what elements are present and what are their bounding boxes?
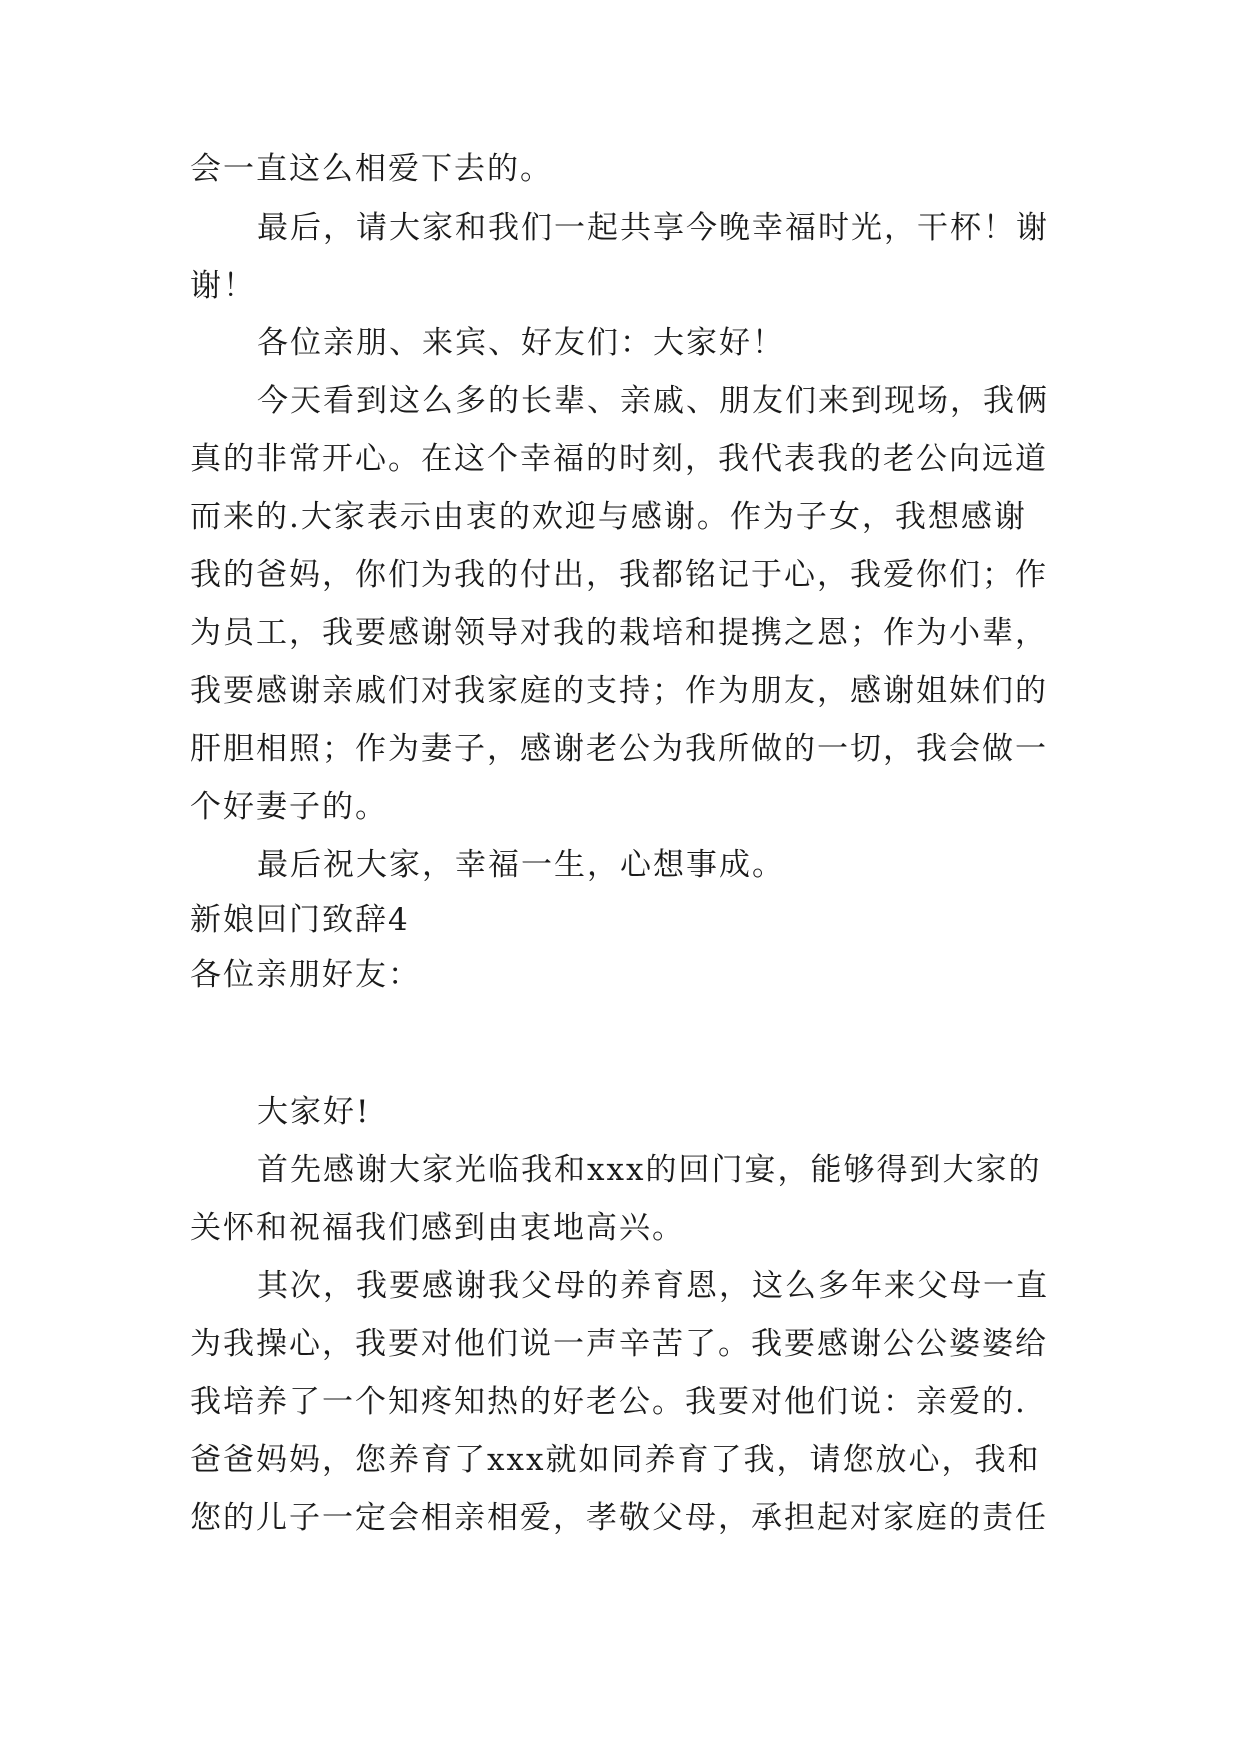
- text-line: 我要感谢亲戚们对我家庭的支持；作为朋友，感谢姐妹们的: [190, 673, 1048, 709]
- text-line: 最后，请大家和我们一起共享今晚幸福时光，干杯！谢: [257, 210, 1049, 246]
- text-line: 肝胆相照；作为妻子，感谢老公为我所做的一切，我会做一: [190, 731, 1048, 767]
- text-line: 其次，我要感谢我父母的养育恩，这么多年来父母一直: [257, 1268, 1049, 1304]
- text-line: 最后祝大家，幸福一生，心想事成。: [257, 847, 785, 883]
- text-line: 为我操心，我要对他们说一声辛苦了。我要感谢公公婆婆给: [190, 1326, 1048, 1362]
- text-line: 首先感谢大家光临我和xxx的回门宴，能够得到大家的: [257, 1152, 1042, 1188]
- text-line: 各位亲朋、来宾、好友们：大家好！: [257, 325, 785, 361]
- salutation: 各位亲朋好友：: [190, 957, 421, 993]
- text-line: 您的儿子一定会相亲相爱，孝敬父母，承担起对家庭的责任: [190, 1500, 1048, 1536]
- text-line: 爸爸妈妈，您养育了xxx就如同养育了我，请您放心，我和: [190, 1442, 1041, 1478]
- text-line: 我培养了一个知疼知热的好老公。我要对他们说：亲爱的.: [190, 1384, 1027, 1420]
- text-line: 大家好!: [257, 1094, 371, 1130]
- text-line: 关怀和祝福我们感到由衷地高兴。: [190, 1210, 685, 1246]
- text-line: 谢！: [190, 268, 256, 304]
- text-line: 会一直这么相爱下去的。: [190, 151, 553, 187]
- text-line: 而来的.大家表示由衷的欢迎与感谢。作为子女，我想感谢: [190, 499, 1027, 535]
- text-line: 个好妻子的。: [190, 789, 388, 825]
- text-line: 我的爸妈，你们为我的付出，我都铭记于心，我爱你们；作: [190, 557, 1048, 593]
- text-line: 真的非常开心。在这个幸福的时刻，我代表我的老公向远道: [190, 441, 1048, 477]
- section-heading: 新娘回门致辞4: [190, 902, 410, 938]
- text-line: 今天看到这么多的长辈、亲戚、朋友们来到现场，我俩: [257, 383, 1049, 419]
- text-line: 为员工，我要感谢领导对我的栽培和提携之恩；作为小辈，: [190, 615, 1048, 651]
